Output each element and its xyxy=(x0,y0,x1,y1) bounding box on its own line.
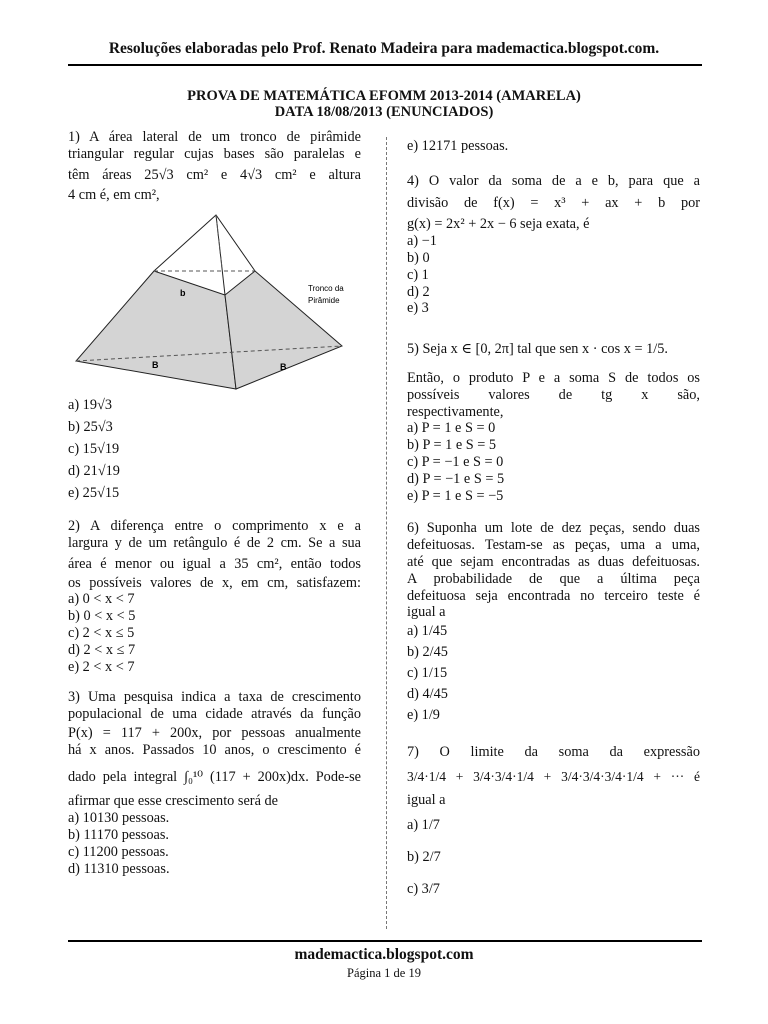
label-B-left: B xyxy=(152,360,159,371)
exam-date: DATA 18/08/2013 (ENUNCIADOS) xyxy=(274,104,494,120)
q5-option-e: e) P = 1 e S = −5 xyxy=(407,487,504,504)
q1-option-e: e) 25√15 xyxy=(68,485,120,502)
pyramid-frustum-figure xyxy=(70,210,352,390)
question-7 xyxy=(407,744,700,904)
q3-line-4: há x anos. Passados 10 anos, o crescimento é xyxy=(68,741,361,758)
footer-rule xyxy=(68,940,702,942)
q7-line-2: 3/4·1/4 + 3/4·3/4·1/4 + 3/4·3/4·3/4·1/4 + ··· é xyxy=(407,768,700,784)
column-separator xyxy=(386,137,387,929)
q2-option-a: a) 0 < x < 7 xyxy=(68,591,135,608)
q4-option-b: b) 0 xyxy=(407,249,430,266)
exam-title: PROVA DE MATEMÁTICA EFOMM 2013-2014 (AMARELA) xyxy=(187,88,581,104)
q2-option-e: e) 2 < x < 7 xyxy=(68,658,135,675)
left-column xyxy=(68,129,361,877)
q6-line-5: defeituosa seja encontrada no terceiro teste é xyxy=(407,587,700,604)
q6-line-2: defeituosas. Testam-se as peças, uma a uma, xyxy=(407,537,700,554)
q2-option-b: b) 0 < x < 5 xyxy=(68,608,136,625)
q5-line-2: Então, o produto P e a soma S de todos os xyxy=(407,369,700,386)
footer-site: mademactica.blogspot.com xyxy=(294,946,474,963)
q3-option-a: a) 10130 pessoas. xyxy=(68,810,170,827)
q5-line-4: respectivamente, xyxy=(407,403,504,420)
q1-option-b: b) 25√3 xyxy=(68,419,113,436)
q4-option-a: a) −1 xyxy=(407,233,437,250)
q1-line-4: 4 cm é, em cm², xyxy=(68,187,160,204)
q2-option-d: d) 2 < x ≤ 7 xyxy=(68,641,136,658)
q6-option-b: b) 2/45 xyxy=(407,644,448,661)
q4-option-e: e) 3 xyxy=(407,300,429,317)
q5-option-d: d) P = −1 e S = 5 xyxy=(407,470,505,487)
q2-line-2: largura y de um retângulo é de 2 cm. Se a sua xyxy=(68,534,361,551)
q7-option-a: a) 1/7 xyxy=(407,816,440,833)
q5-line-3: possíveis valores de tg x são, xyxy=(407,386,700,403)
question-2 xyxy=(68,518,361,675)
q3-line-5: dado pela integral ∫₀¹⁰ (117 + 200x)dx. Pode-se xyxy=(68,768,361,785)
label-B-right: B xyxy=(280,362,287,373)
q6-line-3: até que sejam encontradas as duas defeituosas. xyxy=(407,553,700,570)
q7-option-c: c) 3/7 xyxy=(407,880,440,897)
caption-line-1: Tronco da xyxy=(308,284,344,294)
q4-line-1: 4) O valor da soma de a e b, para que a xyxy=(407,172,700,189)
page-number: Página 1 de 19 xyxy=(347,966,421,980)
q2-option-c: c) 2 < x ≤ 5 xyxy=(68,624,135,641)
q3-line-2: populacional de uma cidade através da função xyxy=(68,706,361,723)
q3-option-e: e) 12171 pessoas. xyxy=(407,138,509,154)
question-5 xyxy=(407,341,700,504)
q5-option-a: a) P = 1 e S = 0 xyxy=(407,420,496,437)
q3-line-1: 3) Uma pesquisa indica a taxa de crescimento xyxy=(68,689,361,706)
q3-option-b: b) 11170 pessoas. xyxy=(68,826,169,843)
label-b: b xyxy=(180,288,186,299)
q1-option-c: c) 15√19 xyxy=(68,441,120,458)
q1-line-3: têm áreas 25√3 cm² e 4√3 cm² e altura xyxy=(68,166,361,183)
q4-option-d: d) 2 xyxy=(407,283,430,300)
question-3 xyxy=(68,689,361,877)
q6-line-1: 6) Suponha um lote de dez peças, sendo duas xyxy=(407,520,700,537)
q6-option-e: e) 1/9 xyxy=(407,707,440,724)
q6-line-6: igual a xyxy=(407,604,446,621)
q5-option-c: c) P = −1 e S = 0 xyxy=(407,453,504,470)
q1-option-d: d) 21√19 xyxy=(68,463,120,480)
q7-line-1: 7) O limite da soma da expressão xyxy=(407,744,700,761)
q6-line-4: A probabilidade de que a última peça xyxy=(407,570,700,587)
question-1 xyxy=(68,129,361,504)
pyramid-top-edges xyxy=(154,215,255,271)
q1-line-2: triangular regular cujas bases são paralelas e xyxy=(68,145,361,162)
q4-option-c: c) 1 xyxy=(407,266,429,283)
q6-option-a: a) 1/45 xyxy=(407,623,448,640)
q5-line-1: 5) Seja x ∈ [0, 2π] tal que sen x · cos x = 1/5. xyxy=(407,341,668,358)
q2-line-4: os possíveis valores de x, em cm, satisfazem: xyxy=(68,574,361,591)
q7-option-b: b) 2/7 xyxy=(407,848,441,865)
q3-option-d: d) 11310 pessoas. xyxy=(68,860,170,877)
q4-line-2: divisão de f(x) = x³ + ax + b por xyxy=(407,194,700,211)
q2-line-1: 2) A diferença entre o comprimento x e a xyxy=(68,518,361,535)
q1-option-a: a) 19√3 xyxy=(68,397,112,414)
q3-line-6: afirmar que esse crescimento será de xyxy=(68,793,278,810)
q3-option-c: c) 11200 pessoas. xyxy=(68,843,169,860)
q6-option-d: d) 4/45 xyxy=(407,686,448,703)
q7-line-3: igual a xyxy=(407,791,446,808)
question-6 xyxy=(407,520,700,726)
q4-line-3: g(x) = 2x² + 2x − 6 seja exata, é xyxy=(407,216,590,233)
frustum-lateral-face-left xyxy=(76,271,236,389)
question-4 xyxy=(407,173,700,317)
header-rule xyxy=(68,64,702,66)
q3-line-3: P(x) = 117 + 200x, por pessoas anualmente xyxy=(68,724,361,741)
q5-option-b: b) P = 1 e S = 5 xyxy=(407,437,497,454)
caption-line-2: Pirâmide xyxy=(308,296,340,306)
right-column xyxy=(407,138,700,905)
page-header: Resoluções elaboradas pelo Prof. Renato Madeira para mademactica.blogspot.com. xyxy=(108,40,660,57)
q2-line-3: área é menor ou igual a 35 cm², então todos xyxy=(68,555,361,572)
q6-option-c: c) 1/15 xyxy=(407,665,448,682)
q1-line-1: 1) A área lateral de um tronco de pirâmide xyxy=(68,129,361,145)
